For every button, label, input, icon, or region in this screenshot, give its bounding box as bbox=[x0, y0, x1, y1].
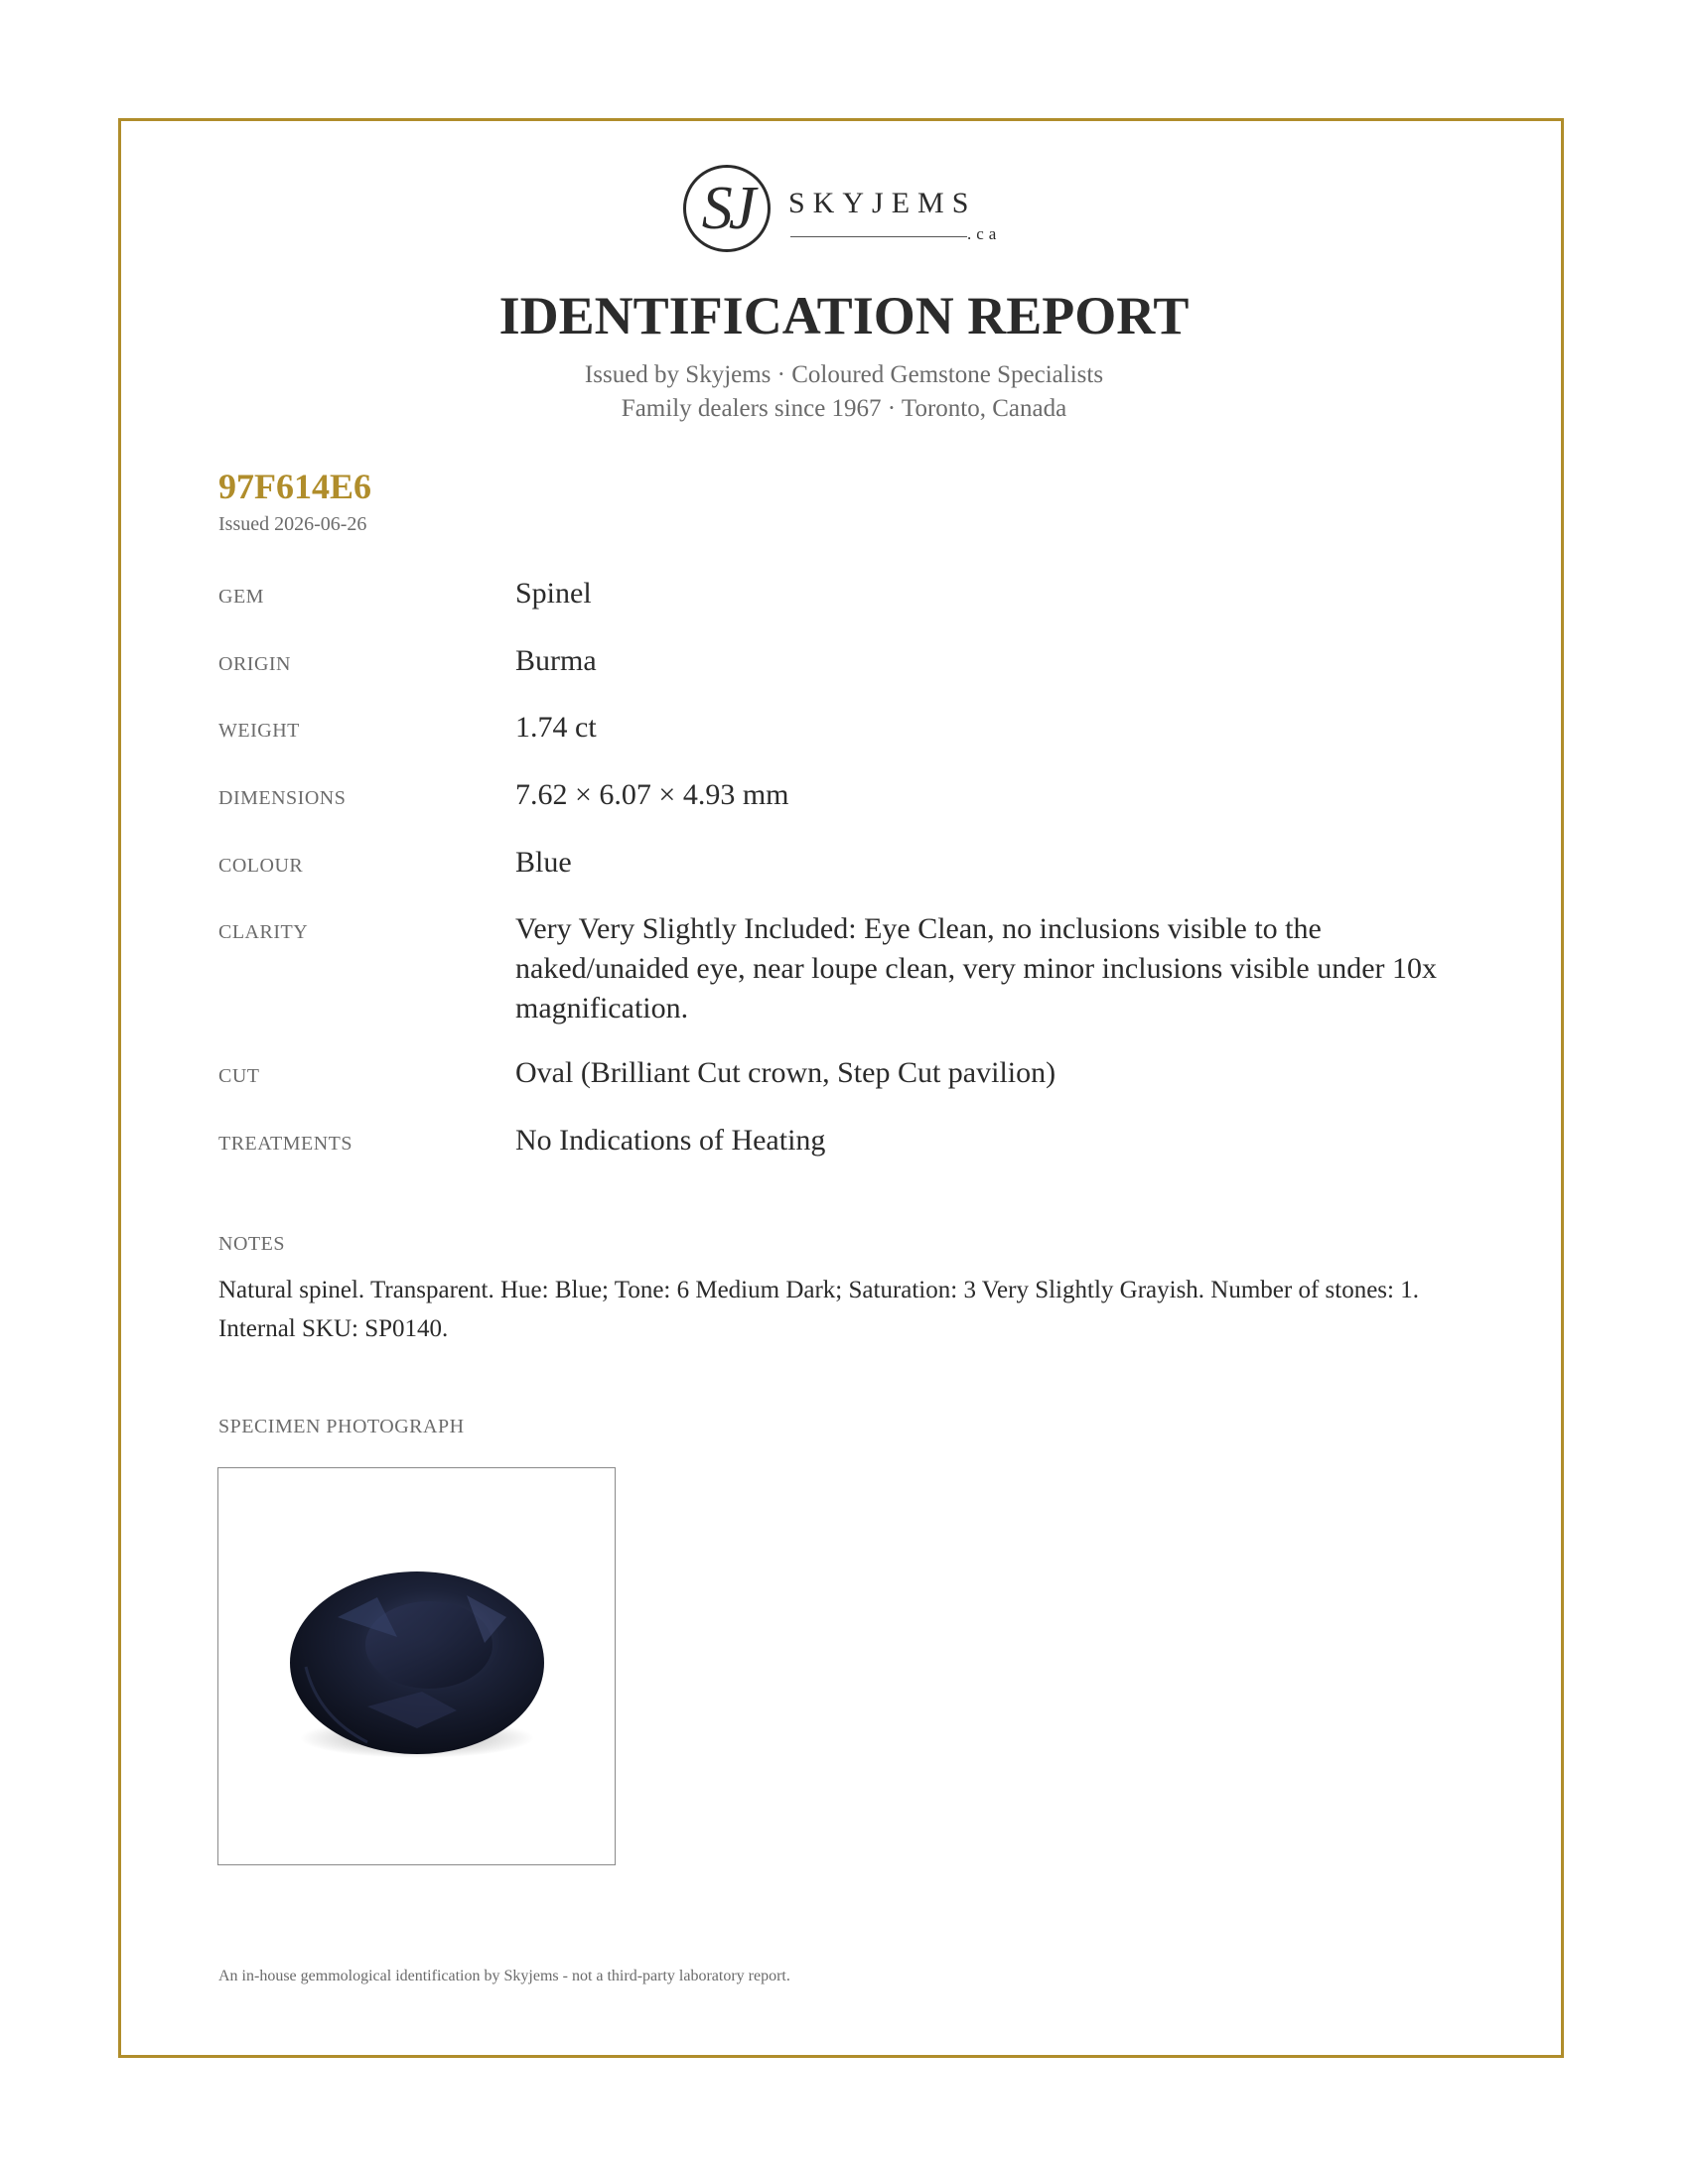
gem-illustration bbox=[218, 1468, 615, 1864]
clarity-value: Very Very Slightly Included: Eye Clean, no inclusions visible to the naked/unaided eye, near loupe clean, very minor inclusions visible under 10x magnification. bbox=[515, 912, 1438, 1024]
logo-suffix: .ca bbox=[967, 224, 1002, 243]
weight-label: WEIGHT bbox=[218, 720, 300, 742]
notes-text: Natural spinel. Transparent. Hue: Blue; Tone: 6 Medium Dark; Saturation: 3 Very Slightly Grayish. Number of stones: 1. Internal SKU: SP0140. bbox=[218, 1277, 1419, 1342]
dimensions-label: DIMENSIONS bbox=[218, 787, 347, 809]
issue-date: Issued 2026-06-26 bbox=[218, 513, 367, 535]
issuer-line: Issued by Skyjems · Coloured Gemstone Specialists bbox=[584, 361, 1104, 388]
cut-label: CUT bbox=[218, 1065, 260, 1087]
logo-monogram: SJ bbox=[701, 175, 753, 242]
weight-value: 1.74 ct bbox=[515, 711, 597, 744]
colour-value: Blue bbox=[515, 846, 572, 879]
gem-label: GEM bbox=[218, 586, 264, 608]
origin-value: Burma bbox=[515, 644, 597, 677]
report-title: IDENTIFICATION REPORT bbox=[498, 286, 1190, 345]
dimensions-value: 7.62 × 6.07 × 4.93 mm bbox=[515, 778, 789, 811]
specimen-photo bbox=[217, 1467, 616, 1865]
treatments-label: TREATMENTS bbox=[218, 1133, 352, 1155]
colour-label: COLOUR bbox=[218, 855, 304, 877]
dealer-line: Family dealers since 1967 · Toronto, Canada bbox=[621, 395, 1067, 422]
origin-label: ORIGIN bbox=[218, 653, 291, 675]
logo-rule bbox=[790, 236, 967, 237]
disclaimer: An in-house gemmological identification by Skyjems - not a third-party laboratory report. bbox=[218, 1968, 790, 1984]
notes-label: NOTES bbox=[218, 1233, 285, 1255]
treatments-value: No Indications of Heating bbox=[515, 1124, 826, 1157]
logo-wordmark: SKYJEMS bbox=[788, 187, 977, 219]
photo-label: SPECIMEN PHOTOGRAPH bbox=[218, 1416, 465, 1437]
report-id: 97F614E6 bbox=[218, 467, 372, 506]
gem-value: Spinel bbox=[515, 577, 592, 610]
cut-value: Oval (Brilliant Cut crown, Step Cut pavilion) bbox=[515, 1056, 1056, 1089]
clarity-label: CLARITY bbox=[218, 921, 309, 943]
skyjems-logo bbox=[683, 165, 1021, 264]
